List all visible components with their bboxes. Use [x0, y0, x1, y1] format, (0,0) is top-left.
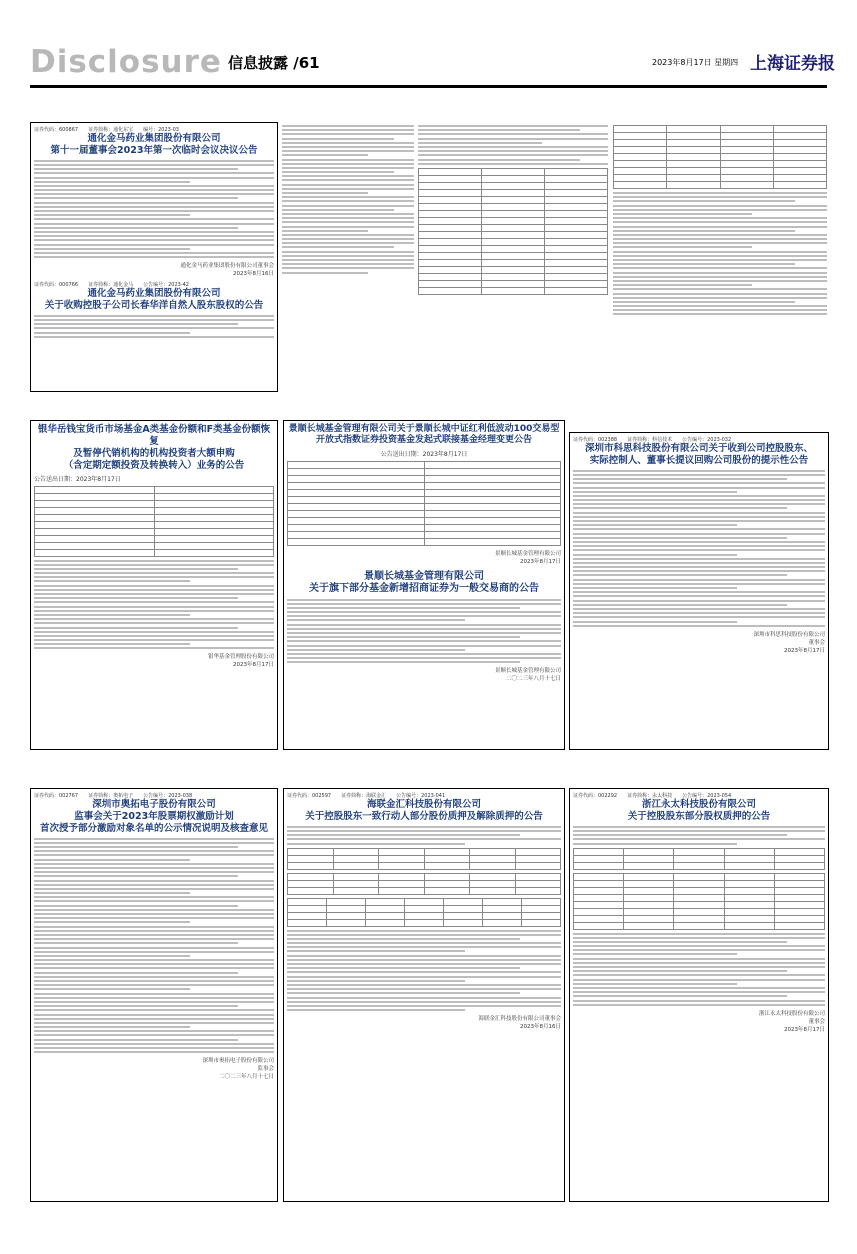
notice-title: 深圳市科思科技股份有限公司关于收到公司控股股东、 实际控制人、董事长提议回购公司股份的提示性公告 — [584, 443, 813, 466]
notice-body — [573, 470, 825, 627]
notice-body — [287, 826, 561, 845]
notice-continuation-1 — [282, 122, 414, 390]
notice-continuation-2 — [418, 122, 608, 390]
notice-title: 通化金马药业集团股份有限公司 第十一届董事会2023年第一次临时会议决议公告 — [50, 133, 258, 156]
notice-body — [573, 933, 825, 1006]
notice-title: 景顺长城基金管理有限公司关于景顺长城中证红利低波动100交易型 开放式指数证券投资基金发起式联接基金经理变更公告 — [288, 424, 560, 446]
notice-signature: 浙江永太科技股份有限公司 董事会 2023年8月17日 — [758, 1010, 825, 1033]
notice-title: 深圳市奥拓电子股份有限公司 监事会关于2023年股票期权激励计划 首次授予部分激励对象名单的公示情况说明及核查意见 — [39, 799, 268, 834]
notice-jingshun — [283, 420, 565, 750]
notice-signature: 银华基金管理股份有限公司 2023年8月17日 — [207, 654, 274, 669]
data-table — [287, 873, 561, 895]
stock-code: 证券代码：002292 证券简称：永太科技 公告编号：2023-054 — [573, 793, 732, 799]
notice-body — [287, 599, 561, 664]
data-table — [287, 898, 561, 927]
masthead-rule — [30, 85, 827, 88]
notice-continuation-3 — [613, 122, 827, 390]
notice-title: 景顺长城基金管理有限公司 关于旗下部分基金新增招商证券为一般交易商的公告 — [309, 570, 539, 594]
data-table — [287, 461, 561, 546]
notice-shenzhen-keshi — [569, 432, 829, 750]
notice-signature: 景顺长城基金管理有限公司 2023年8月17日 — [494, 550, 561, 565]
notice-tonghua-board — [30, 122, 278, 392]
brand-wordmark: Disclosure — [30, 44, 222, 80]
section-title: 信息披露 /61 — [228, 54, 320, 72]
notice-yinhua — [30, 420, 278, 750]
stock-code: 证券代码：002767 证券简称：奥拓电子 公告编号：2023-038 — [34, 793, 193, 799]
notice-title: 浙江永太科技股份有限公司 关于控股股东部分股权质押的公告 — [627, 799, 771, 822]
notice-body — [287, 930, 561, 1012]
notice-body — [34, 160, 274, 258]
notice-title: 通化金马药业集团股份有限公司 关于收购控股子公司长春华洋自然人股东股权的公告 — [44, 288, 264, 311]
stock-code: 证券代码：600867 证券简称：通化东宝 编号：2023-03 — [34, 127, 179, 133]
notice-signature: 海联金汇科技股份有限公司董事会 2023年8月16日 — [478, 1016, 561, 1031]
notice-signature: 通化金马药业集团股份有限公司董事会 2023年8月16日 — [180, 263, 274, 278]
stock-code: 证券代码：002597 证券简称：海联金汇 公告编号：2023-041 — [287, 793, 446, 799]
data-table — [613, 125, 827, 189]
stock-code: 证券代码：000766 证券简称：通化金马 公告编号：2023-42 — [34, 282, 189, 289]
notice-body — [573, 826, 825, 845]
notice-date: 公告送出日期：2023年8月17日 — [380, 450, 468, 458]
notice-title: 海联金汇科技股份有限公司 关于控股股东一致行动人部分股份质押及解除质押的公告 — [305, 799, 543, 822]
newspaper-logo: 上海证券报 — [750, 54, 835, 74]
notice-body — [34, 838, 274, 1054]
data-table — [418, 168, 608, 295]
notice-signature: 景顺长城基金管理有限公司 二〇二三年八月十七日 — [494, 668, 561, 683]
notice-zhejiang-yongtai — [569, 788, 829, 1202]
data-table — [34, 486, 274, 557]
issue-date: 2023年8月17日 星期四 — [652, 58, 739, 67]
data-table — [573, 848, 825, 870]
notice-signature: 深圳市科思科技股份有限公司 董事会 2023年8月17日 — [753, 631, 825, 654]
notice-date: 公告送出日期：2023年8月17日 — [34, 475, 121, 483]
masthead — [0, 0, 857, 92]
data-table — [573, 873, 825, 930]
notice-body — [34, 560, 274, 650]
data-table — [287, 848, 561, 870]
notice-shenzhen-aotuo — [30, 788, 278, 1202]
stock-code: 证券代码：002388 证券简称：科信技术 公告编号：2023-032 — [573, 437, 732, 443]
notice-haiyan — [283, 788, 565, 1202]
notice-body — [34, 315, 274, 338]
notice-signature: 深圳市奥拓电子股份有限公司 监事会 二〇二三年八月十七日 — [202, 1058, 274, 1081]
notice-title: 银华岳钱宝货币市场基金A类基金份额和F类基金份额恢复 及暂停代销机构的机构投资者大额申购 （含定期定额投资及转换转入）业务的公告 — [37, 424, 271, 471]
